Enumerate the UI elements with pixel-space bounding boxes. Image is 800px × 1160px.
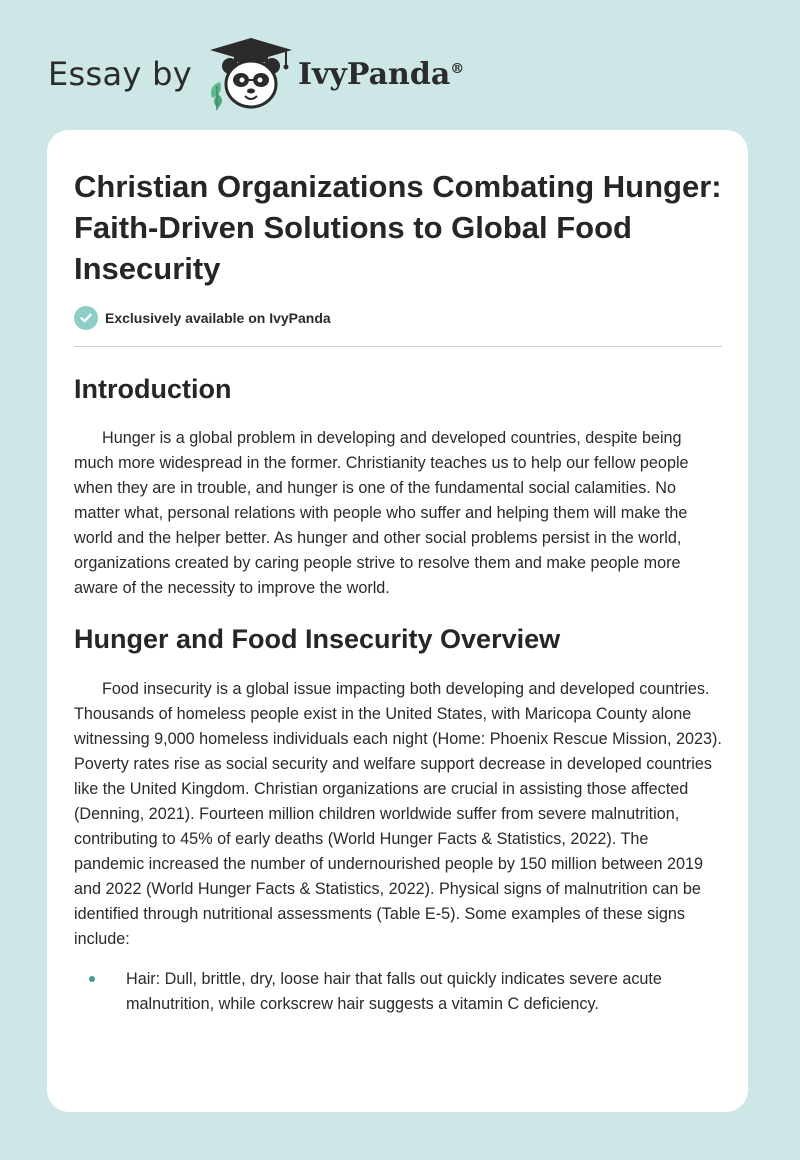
page-title: Christian Organizations Combating Hunger: Faith-Driven Solutions to Global Food Insecurity <box>74 169 722 286</box>
exclusive-badge <box>74 304 722 332</box>
section-heading-hunger-overview: Hunger and Food Insecurity Overview <box>74 624 561 654</box>
brand-header <box>48 34 464 114</box>
paragraph-hunger-overview: Food insecurity is a global issue impacting both developing and developed countries. Thousands of homeless people exist in the United States, with Maricopa County alone witnessing 9,000 homeless individuals each night (Home: Phoenix Rescue Mission, 2023). Poverty rates rise as social security and welfare support decrease in developed countries like the United Kingdom. Christian organizations are crucial in assisting those affected (Denning, 2021). Fourteen million children worldwide suffer from severe malnutrition, contributing to 45% of early deaths (World Hunger Facts & Statistics, 2022). The pandemic increased the number of undernourished people by 150 million between 2019 and 2022 (World Hunger Facts & Statistics, 2022). Physical signs of malnutrition can be identified through nutritional assessments (Table E-5). Some examples of these signs include: <box>74 680 722 948</box>
section-heading-introduction: Introduction <box>74 374 232 404</box>
essay-card <box>47 130 748 1112</box>
list-item-text: Hair: Dull, brittle, dry, loose hair that falls out quickly indicates severe acute malnutrition, while corkscrew hair suggests a vitamin C deficiency. <box>126 970 662 1013</box>
divider <box>74 346 722 347</box>
paragraph-introduction: Hunger is a global problem in developing and developed countries, despite being much more widespread in the former. Christianity teaches us to help our fellow people when they are in trouble, and hunger is one of the fundamental social calamities. No matter what, personal relations with people who suffer and helping them will make the world and the helper better. As hunger and other social problems persist in the world, organizations created by caring people strive to resolve them and make people more aware of the necessity to improve the world. <box>74 429 689 597</box>
check-icon <box>74 306 98 330</box>
list-item <box>74 967 722 1017</box>
brand-prefix: Essay by <box>48 55 192 93</box>
panda-graduate-icon <box>206 36 296 112</box>
exclusive-label: Exclusively available on IvyPanda <box>105 310 331 326</box>
signs-list <box>74 967 722 1017</box>
brand-name[interactable]: IvyPanda® <box>297 56 465 92</box>
bullet-icon <box>89 976 95 982</box>
